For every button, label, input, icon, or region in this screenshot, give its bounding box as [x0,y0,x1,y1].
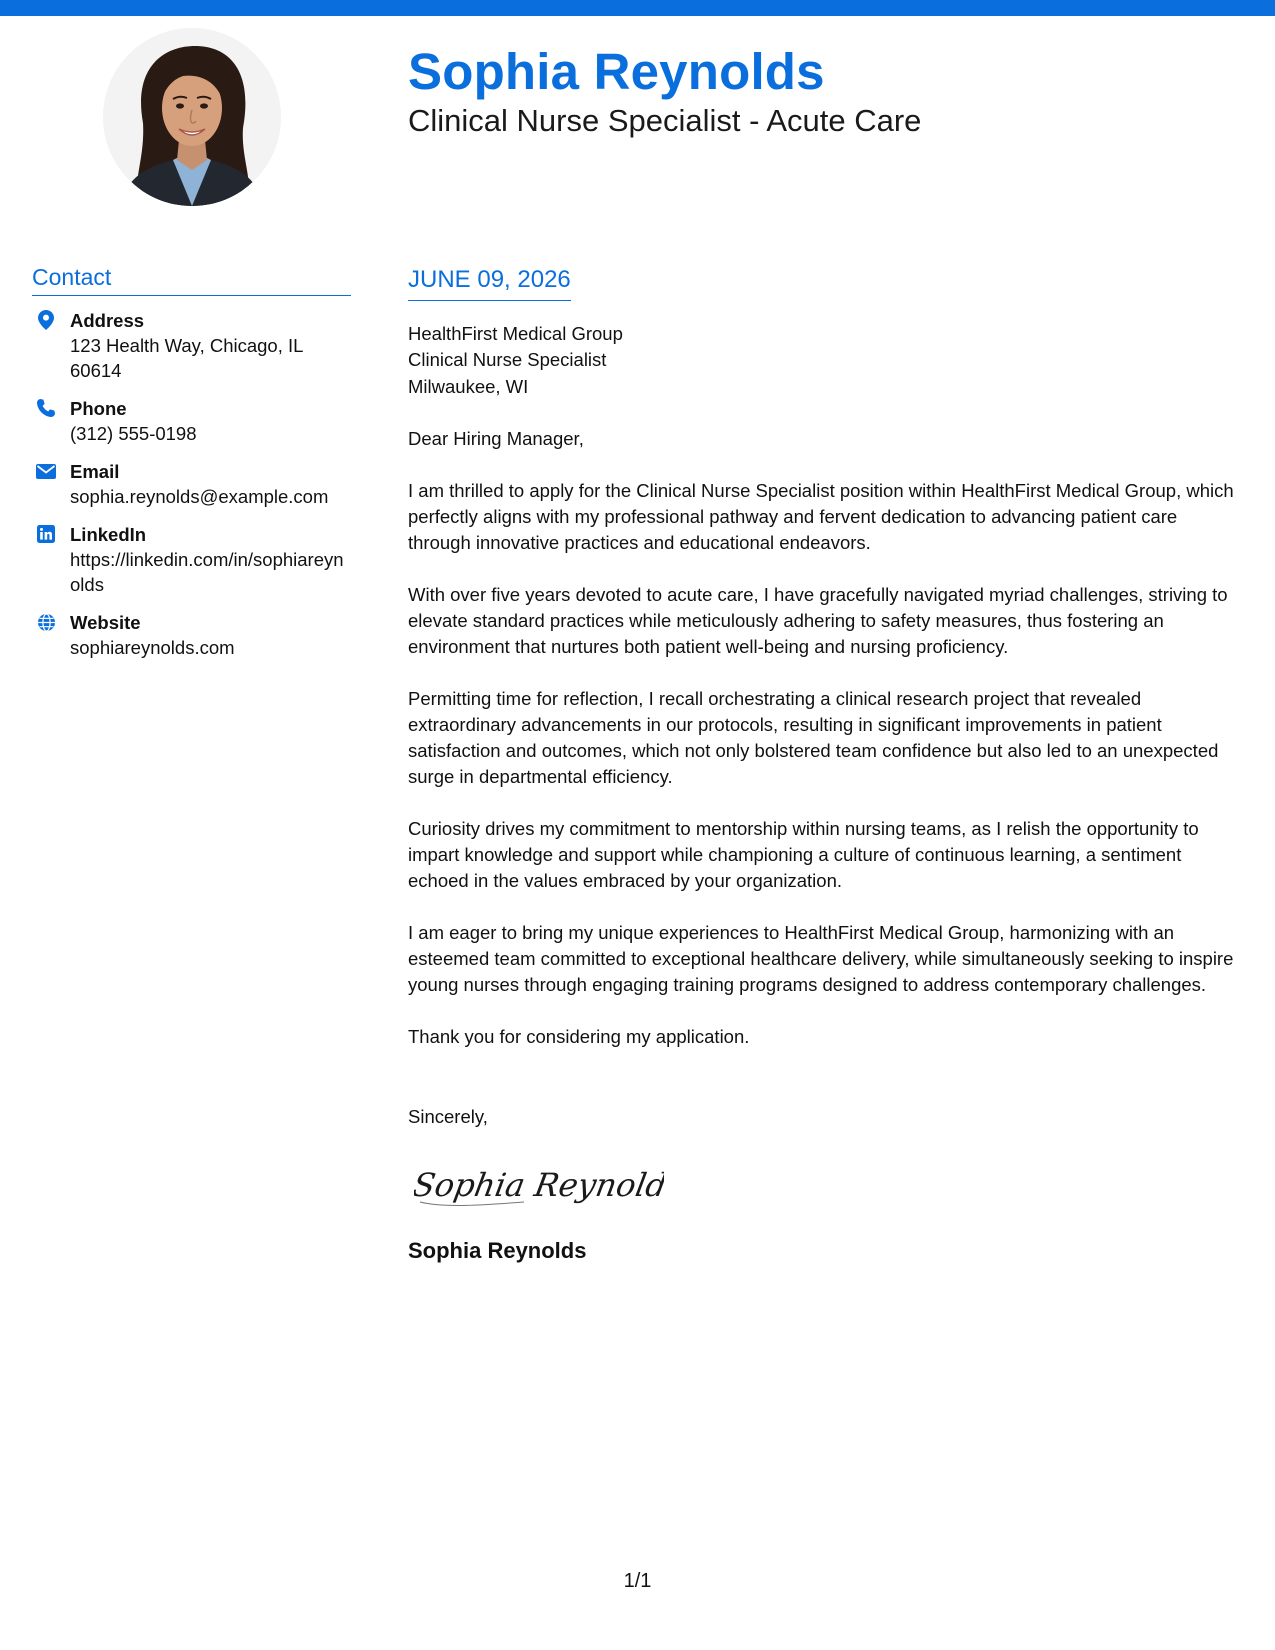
map-pin-icon [34,308,58,332]
contact-email [32,459,351,509]
email-label: Email [70,461,120,482]
contact-phone [32,396,351,446]
contact-linkedin [32,522,351,597]
paragraph-2: With over five years devoted to acute care, I have gracefully navigated myriad challenges, striving to elevate standard practices while meticulously adhering to safety measures, thus fostering an environment that nurtures both patient well-being and nursing proficiency. [408,584,1228,658]
page-number: 1/1 [623,1570,652,1592]
paragraph-1: I am thrilled to apply for the Clinical Nurse Specialist position within HealthFirst Medical Group, which perfectly aligns with my professional pathway and fervent dedication to advancing patient care through innovative practices and educational endeavors. [408,480,1234,554]
recipient-location: Milwaukee, WI [408,375,529,397]
paragraph-6: Thank you for considering my application. [408,1026,750,1048]
website-value[interactable]: sophiareynolds.com [70,637,235,658]
letter-date: JUNE 09, 2026 [408,266,571,301]
contact-heading: Contact [32,264,351,296]
email-value[interactable]: sophia.reynolds@example.com [70,486,329,507]
paragraph-4: Curiosity drives my commitment to mentorship within nursing teams, as I relish the opportunity to impart knowledge and support while championing a culture of continuous learning, a sentiment echoed in the values embraced by your organization. [408,818,1199,892]
applicant-name: Sophia Reynolds [408,43,825,100]
top-accent-bar [0,0,1275,16]
salutation: Dear Hiring Manager, [408,428,584,450]
profile-photo [103,28,281,206]
website-label: Website [70,612,141,633]
address-label: Address [70,310,145,331]
linkedin-icon [34,522,58,546]
portrait-image [103,28,281,206]
svg-text:Sophia Reynolds: Sophia Reynolds [414,1166,664,1205]
linkedin-label: LinkedIn [70,524,147,545]
recipient-position: Clinical Nurse Specialist [408,349,607,371]
handwritten-signature [414,1158,664,1216]
phone-value: (312) 555-0198 [70,423,197,444]
cover-letter-body [408,266,1243,1264]
recipient-block [408,321,1243,401]
globe-icon [34,610,58,634]
closing: Sincerely, [408,1106,488,1128]
signed-name: Sophia Reynolds [408,1238,587,1264]
linkedin-value[interactable]: https://linkedin.com/in/sophiareynolds [70,549,344,595]
email-icon [34,459,58,483]
recipient-company: HealthFirst Medical Group [408,322,623,344]
paragraph-5: I am eager to bring my unique experiences to HealthFirst Medical Group, harmonizing with an esteemed team committed to exceptional healthcare delivery, while simultaneously seeking to inspire young nurses through engaging training programs designed to address contemporary challenges. [408,922,1234,996]
contact-website [32,610,351,660]
applicant-job-title: Clinical Nurse Specialist - Acute Care [408,103,922,138]
phone-label: Phone [70,398,127,419]
phone-icon [34,396,58,420]
address-value: 123 Health Way, Chicago, IL 60614 [70,335,303,381]
paragraph-3: Permitting time for reflection, I recall orchestrating a clinical research project that revealed extraordinary advancements in our protocols, resulting in significant improvements in patient satisfaction and outcomes, which not only bolstered team confidence but also led to an unexpected surge in departmental efficiency. [408,688,1219,788]
contact-address [32,308,351,383]
contact-sidebar [32,264,351,673]
